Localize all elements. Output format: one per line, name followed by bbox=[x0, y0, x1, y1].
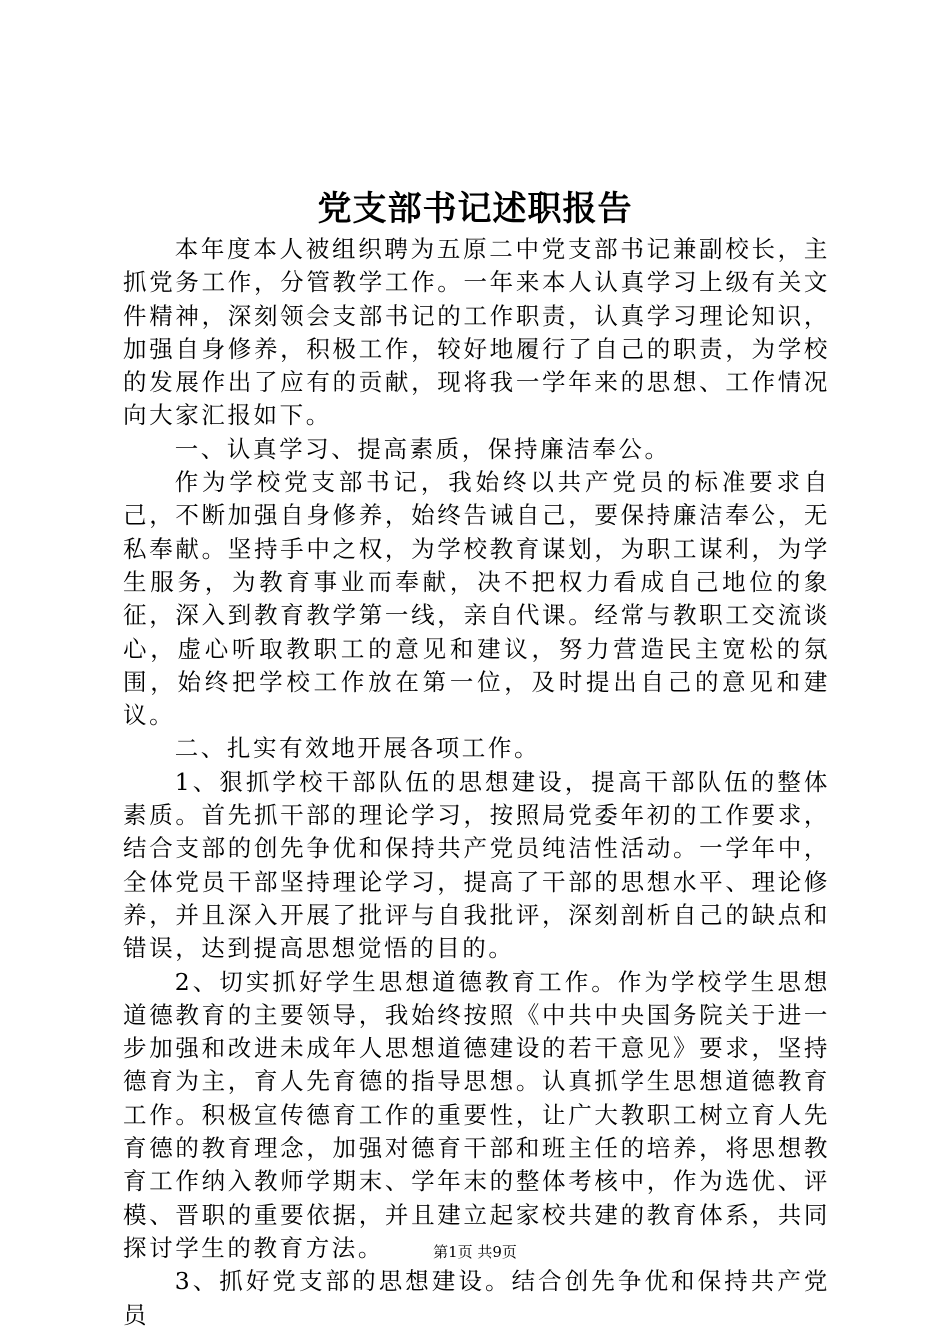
paragraph-item-2: 2、切实抓好学生思想道德教育工作。作为学校学生思想道德教育的主要领导，我始终按照《中共中央国务院关于进一步加强和改进未成年人思想道德建设的若干意见》要求，坚持德育为主，育人先育德的指导思想。认真抓学生思想道德教育工作。积极宣传德育工作的重要性，让广大教职工树立育人先育德的教育理念，加强对德育干部和班主任的培养，将思想教育工作纳入教师学期末、学年末的整体考核中，作为选优、评模、晋职的重要依据，并且建立起家校共建的教育体系，共同探讨学生的教育方法。 bbox=[123, 967, 830, 1262]
paragraph-section-1: 作为学校党支部书记，我始终以共产党员的标准要求自己，不断加强自身修养，始终告诫自己，要保持廉洁奉公，无私奉献。坚持手中之权，为学校教育谋划，为职工谋利，为学生服务，为教育事业而奉献，决不把权力看成自己地位的象征，深入到教育教学第一线，亲自代课。经常与教职工交流谈心，虚心听取教职工的意见和建议，努力营造民主宽松的氛围，始终把学校工作放在第一位，及时提出自己的意见和建议。 bbox=[123, 468, 830, 730]
document-title: 党支部书记述职报告 bbox=[317, 189, 633, 229]
page-footer: 第1页 共9页 bbox=[433, 1243, 517, 1261]
document-body bbox=[123, 233, 830, 1332]
heading-section-1: 一、认真学习、提高素质，保持廉洁奉公。 bbox=[174, 434, 671, 463]
heading-section-2: 二、扎实有效地开展各项工作。 bbox=[174, 734, 541, 763]
paragraph-intro: 本年度本人被组织聘为五原二中党支部书记兼副校长，主抓党务工作，分管教学工作。一年来本人认真学习上级有关文件精神，深刻领会支部书记的工作职责，认真学习理论知识，加强自身修养，积极工作，较好地履行了自己的职责，为学校的发展作出了应有的贡献，现将我一学年来的思想、工作情况向大家汇报如下。 bbox=[123, 235, 830, 430]
paragraph-item-1: 1、狠抓学校干部队伍的思想建设，提高干部队伍的整体素质。首先抓干部的理论学习，按照局党委年初的工作要求，结合支部的创先争优和保持共产党员纯洁性活动。一学年中，全体党员干部坚持理论学习，提高了干部的思想水平、理论修养，并且深入开展了批评与自我批评，深刻剖析自己的缺点和错误，达到提高思想觉悟的目的。 bbox=[123, 767, 830, 963]
paragraph-item-3: 3、抓好党支部的思想建设。结合创先争优和保持共产党员 bbox=[123, 1267, 830, 1329]
